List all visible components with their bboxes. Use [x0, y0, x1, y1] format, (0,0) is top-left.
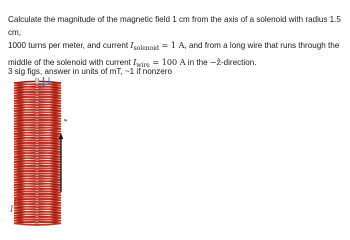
z-axis-label: z: [62, 119, 68, 122]
current-symbol-i-wire: I: [133, 56, 137, 67]
solenoid-figure: [0, 74, 120, 231]
wire-current-label: I: [47, 76, 50, 86]
problem-line-3-start: middle of the solenoid with current: [8, 57, 134, 67]
problem-line-3-mid: in the: [185, 57, 210, 67]
wire-current-value: = 100 A: [149, 56, 186, 67]
problem-line-2-start: 1000 turns per meter, and current: [8, 41, 131, 50]
problem-line-2-end: , and from a long wire that runs through the: [184, 41, 340, 50]
problem-line-3-end: -direction.: [220, 57, 257, 67]
minus-sign: −: [209, 56, 217, 67]
solenoid-current-value: = 1 A: [158, 40, 185, 50]
problem-line-1: Calculate the magnitude of the magnetic field 1 cm from the axis of a solenoid with radius 1.5 cm,: [8, 15, 341, 37]
wire-current-symbol: [133, 57, 185, 67]
solenoid-diagram: [0, 74, 120, 231]
solenoid-current-symbol: [130, 40, 184, 50]
subscript-wire: wire: [136, 61, 150, 69]
solenoid-current-label: I: [10, 204, 13, 214]
problem-statement: [8, 14, 346, 72]
z-hat: ẑ: [216, 56, 221, 67]
answer-instructions: 3 sig figs, answer in units of mT, ~1 if nonzero: [8, 67, 172, 76]
subscript-solenoid: solenoid: [133, 45, 159, 52]
current-symbol-i: I: [130, 40, 134, 50]
direction-symbol: [210, 57, 221, 67]
